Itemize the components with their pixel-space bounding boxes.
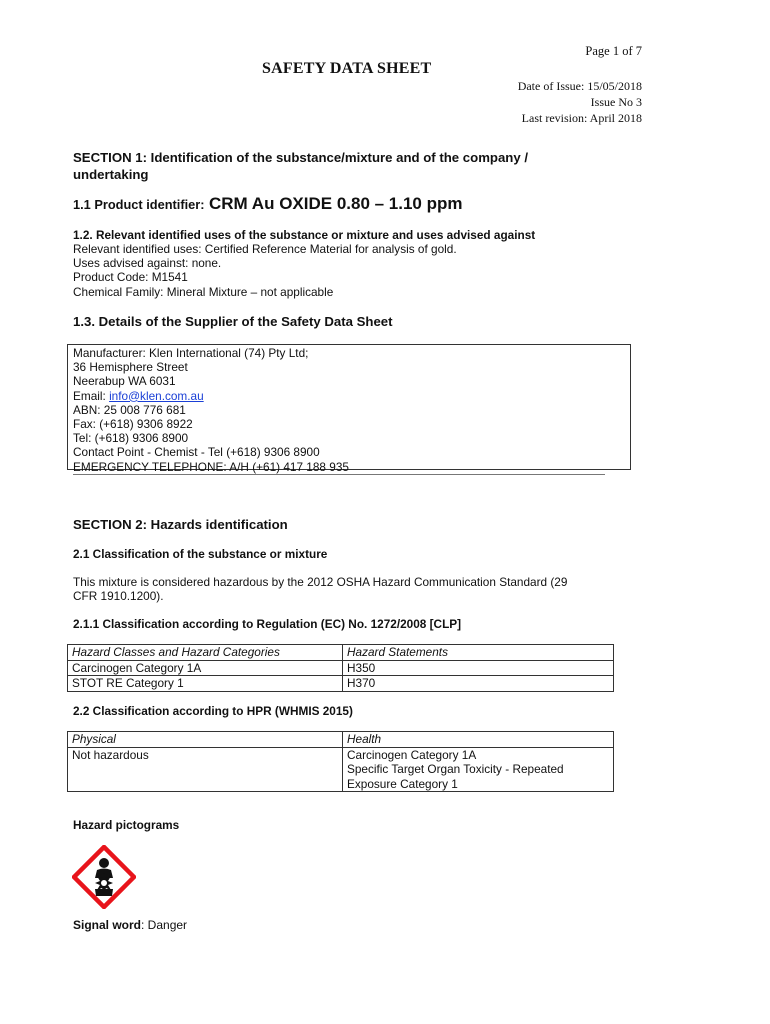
- date-of-issue: Date of Issue: 15/05/2018: [517, 79, 642, 93]
- supplier-contact: Contact Point - Chemist - Tel (+618) 9306 8900: [73, 445, 320, 460]
- table-header-cell: Hazard Classes and Hazard Categories: [68, 645, 343, 661]
- page-number: Page 1 of 7: [585, 44, 642, 58]
- clp-heading: 2.1.1 Classification according to Regulation (EC) No. 1272/2008 [CLP]: [73, 617, 462, 631]
- classification-heading: 2.1 Classification of the substance or mixture: [73, 547, 328, 561]
- table-row: [68, 676, 614, 692]
- table-cell: Not hazardous: [68, 747, 343, 792]
- health-hazard-pictogram-icon: [72, 845, 136, 909]
- signal-word-value: : Danger: [141, 918, 188, 932]
- last-revision: Last revision: April 2018: [521, 111, 642, 125]
- signal-word-label: Signal word: [73, 918, 142, 932]
- issue-number: Issue No 3: [590, 95, 642, 109]
- supplier-manufacturer: Manufacturer: Klen International (74) Pty Ltd;: [73, 346, 309, 360]
- section-divider: [73, 474, 605, 475]
- uses-line: Product Code: M1541: [73, 270, 188, 285]
- clp-table: [67, 644, 614, 692]
- classification-text-line1: This mixture is considered hazardous by the 2012 OSHA Hazard Communication Standard (29: [73, 575, 568, 589]
- hpr-table: [67, 731, 614, 792]
- supplier-fax: Fax: (+618) 9306 8922: [73, 417, 193, 432]
- table-cell: H350: [343, 660, 614, 676]
- classification-text-line2: CFR 1910.1200).: [73, 589, 164, 604]
- uses-list: [73, 242, 457, 299]
- supplier-abn: ABN: 25 008 776 681: [73, 402, 186, 417]
- signal-word: [73, 918, 187, 932]
- table-header-cell: Hazard Statements: [343, 645, 614, 661]
- uses-line: Uses advised against: none.: [73, 256, 222, 271]
- classification-text: [73, 575, 567, 603]
- section-1-heading: [73, 150, 528, 183]
- uses-line: Chemical Family: Mineral Mixture – not applicable: [73, 284, 334, 299]
- product-identifier-value: CRM Au OXIDE 0.80 – 1.10 ppm: [209, 194, 463, 213]
- supplier-email-row: [73, 389, 630, 403]
- section-1-heading-line2: undertaking: [73, 166, 149, 182]
- section-2-heading: SECTION 2: Hazards identification: [73, 517, 288, 532]
- table-row: [68, 747, 614, 792]
- table-row: [68, 645, 614, 661]
- health-line: Exposure Category 1: [347, 776, 458, 791]
- table-cell: Carcinogen Category 1A: [68, 660, 343, 676]
- table-row: [68, 660, 614, 676]
- supplier-details-box: [67, 344, 631, 474]
- health-line: Carcinogen Category 1A: [347, 747, 477, 762]
- supplier-city: Neerabup WA 6031: [73, 374, 176, 389]
- product-identifier-label: 1.1 Product identifier:: [73, 197, 205, 212]
- issue-meta: [518, 78, 642, 126]
- table-header-cell: Physical: [68, 732, 343, 748]
- document-title: SAFETY DATA SHEET: [262, 60, 432, 77]
- supplier-heading: 1.3. Details of the Supplier of the Safety Data Sheet: [73, 314, 393, 329]
- table-row: [68, 732, 614, 748]
- supplier-email-label: Email:: [73, 388, 110, 403]
- hpr-heading: 2.2 Classification according to HPR (WHMIS 2015): [73, 704, 353, 718]
- supplier-email-link[interactable]: info@klen.com.au: [109, 388, 204, 403]
- health-line: Specific Target Organ Toxicity - Repeated: [347, 762, 564, 776]
- supplier-street: 36 Hemisphere Street: [73, 360, 188, 375]
- table-header-cell: Health: [343, 732, 614, 748]
- uses-heading: 1.2. Relevant identified uses of the substance or mixture and uses advised against: [73, 228, 536, 242]
- table-cell: H370: [343, 676, 614, 692]
- table-cell: STOT RE Category 1: [68, 676, 343, 692]
- product-identifier: [73, 194, 463, 214]
- supplier-emergency: EMERGENCY TELEPHONE: A/H (+61) 417 188 935: [73, 459, 349, 474]
- supplier-tel: Tel: (+618) 9306 8900: [73, 431, 189, 446]
- pictograms-heading: Hazard pictograms: [73, 818, 180, 832]
- table-cell: [343, 747, 614, 792]
- section-1-heading-line1: SECTION 1: Identification of the substance/mixture and of the company /: [73, 150, 529, 165]
- uses-line: Relevant identified uses: Certified Reference Material for analysis of gold.: [73, 242, 457, 256]
